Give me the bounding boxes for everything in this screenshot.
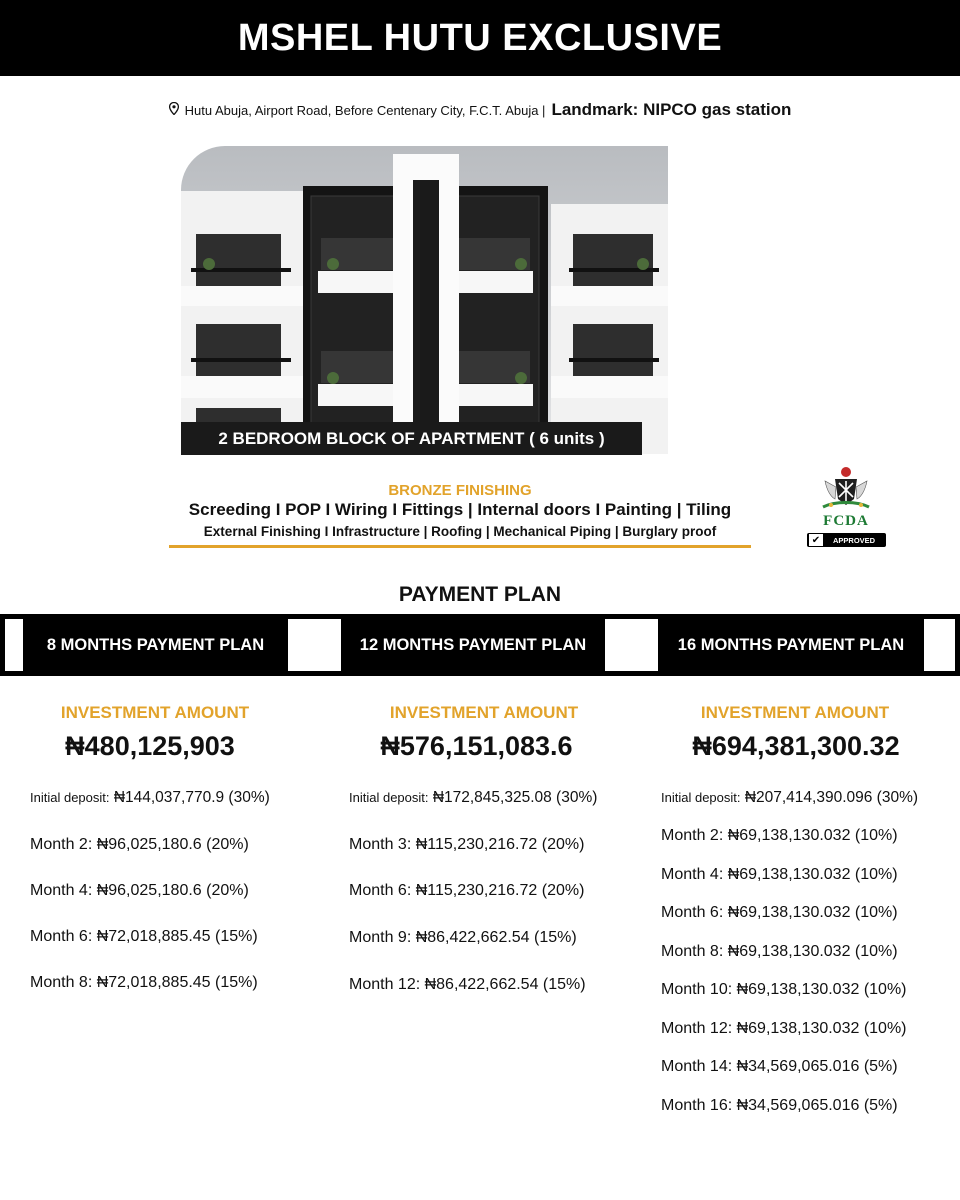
fcda-approval-badge xyxy=(805,465,887,551)
plan-column-12-months xyxy=(349,703,639,993)
tab-16-months[interactable]: 16 MONTHS PAYMENT PLAN xyxy=(677,635,905,654)
property-caption: 2 BEDROOM BLOCK OF APARTMENT ( 6 units ) xyxy=(181,422,642,455)
deposit-value: ₦172,845,325.08 (30%) xyxy=(432,789,598,806)
initial-deposit xyxy=(349,789,597,807)
installment-row: Month 2: ₦69,138,130.032 (10%) xyxy=(661,827,898,844)
installment-row: Month 8: ₦69,138,130.032 (10%) xyxy=(661,943,898,960)
deposit-label: Initial deposit: xyxy=(30,790,110,805)
installment-row: Month 8: ₦72,018,885.45 (15%) xyxy=(30,974,258,991)
payment-plan-tabs xyxy=(0,614,960,676)
deposit-label: Initial deposit: xyxy=(661,790,741,805)
installment-row: Month 12: ₦86,422,662.54 (15%) xyxy=(349,976,586,993)
address-text: Hutu Abuja, Airport Road, Before Centenary City, F.C.T. Abuja | xyxy=(184,103,546,118)
initial-deposit xyxy=(30,789,270,807)
installment-row: Month 6: ₦72,018,885.45 (15%) xyxy=(30,928,258,945)
tab-8-months[interactable]: 8 MONTHS PAYMENT PLAN xyxy=(46,635,265,654)
tab-divider xyxy=(605,619,658,671)
tab-divider xyxy=(924,619,955,671)
installment-row: Month 6: ₦115,230,216.72 (20%) xyxy=(349,882,585,899)
installment-row: Month 9: ₦86,422,662.54 (15%) xyxy=(349,929,577,946)
payment-plan-heading: PAYMENT PLAN xyxy=(398,583,562,606)
tab-divider xyxy=(288,619,341,671)
finishing-title: BRONZE FINISHING xyxy=(388,482,532,499)
installment-row: Month 4: ₦96,025,180.6 (20%) xyxy=(30,882,249,899)
fcda-name: FCDA xyxy=(823,513,869,529)
finishing-features-primary: Screeding I POP I Wiring I Fittings | Internal doors I Painting | Tiling xyxy=(188,500,732,519)
tab-divider xyxy=(5,619,23,671)
approved-label: APPROVED xyxy=(833,535,876,545)
building-photo xyxy=(181,146,668,454)
checkmark-icon: ✔ xyxy=(809,534,823,546)
installment-row: Month 3: ₦115,230,216.72 (20%) xyxy=(349,836,585,853)
installment-row: Month 6: ₦69,138,130.032 (10%) xyxy=(661,904,898,921)
installment-row: Month 2: ₦96,025,180.6 (20%) xyxy=(30,836,249,853)
tab-12-months[interactable]: 12 MONTHS PAYMENT PLAN xyxy=(359,635,587,654)
investment-label: INVESTMENT AMOUNT xyxy=(700,703,890,722)
landmark-text: Landmark: NIPCO gas station xyxy=(551,100,792,119)
deposit-value: ₦207,414,390.096 (30%) xyxy=(744,789,919,806)
finishing-section xyxy=(140,482,780,548)
plan-column-16-months xyxy=(661,703,956,1114)
installment-row: Month 4: ₦69,138,130.032 (10%) xyxy=(661,866,898,883)
investment-label: INVESTMENT AMOUNT xyxy=(60,703,250,722)
nigeria-coat-of-arms-icon xyxy=(805,465,887,513)
investment-amount: ₦694,381,300.32 xyxy=(692,731,900,761)
investment-amount: ₦480,125,903 xyxy=(65,731,235,761)
deposit-value: ₦144,037,770.9 (30%) xyxy=(113,789,270,806)
approved-tag xyxy=(807,533,886,547)
deposit-label: Initial deposit: xyxy=(349,790,429,805)
finishing-features-secondary: External Finishing I Infrastructure | Roofing | Mechanical Piping | Burglary proof xyxy=(203,524,717,539)
plan-column-8-months xyxy=(30,703,320,991)
location-line xyxy=(0,100,960,120)
installment-row: Month 10: ₦69,138,130.032 (10%) xyxy=(661,981,907,998)
map-pin-icon xyxy=(169,102,179,115)
page-title: MSHEL HUTU EXCLUSIVE xyxy=(237,16,723,59)
installment-row: Month 12: ₦69,138,130.032 (10%) xyxy=(661,1020,907,1037)
finishing-divider xyxy=(169,545,751,548)
installment-row: Month 16: ₦34,569,065.016 (5%) xyxy=(661,1097,898,1114)
installment-row: Month 14: ₦34,569,065.016 (5%) xyxy=(661,1058,898,1075)
header-banner xyxy=(0,0,960,76)
investment-amount: ₦576,151,083.6 xyxy=(380,731,573,761)
initial-deposit xyxy=(661,789,918,807)
investment-label: INVESTMENT AMOUNT xyxy=(389,703,579,722)
